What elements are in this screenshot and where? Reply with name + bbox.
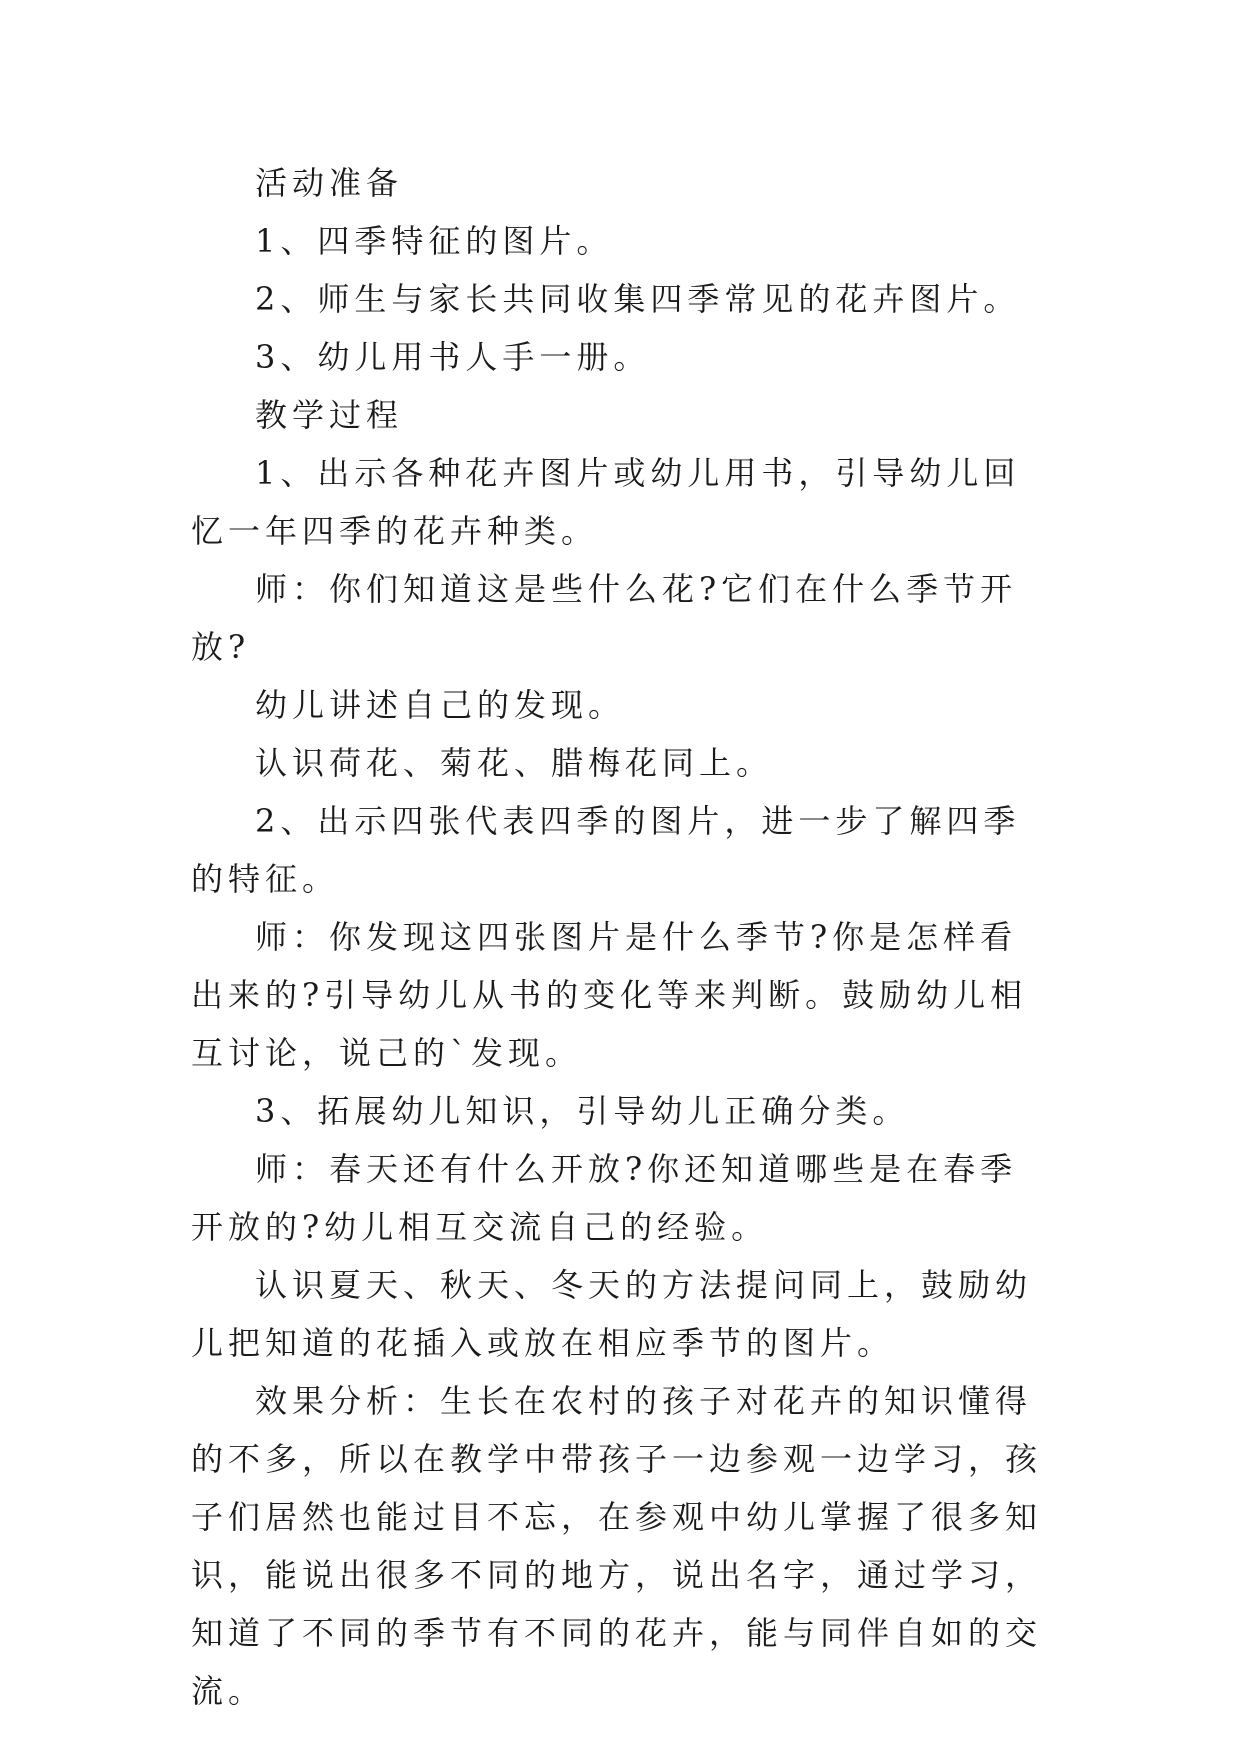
paragraph: 2、师生与家长共同收集四季常见的花卉图片。 — [255, 280, 1021, 318]
paragraph-effect-analysis: 效果分析：生长在农村的孩子对花卉的知识懂得的不多，所以在教学中带孩子一边参观一边学习，孩子们居然也能过目不忘，在参观中幼儿掌握了很多知识，能说出很多不同的地方，说出名字，通过学习，知道了不同的季节有不同的花卉，能与同伴自如的交流。 — [191, 1382, 1043, 1710]
paragraph: 幼儿讲述自己的发现。 — [255, 686, 626, 724]
paragraph: 1、四季特征的图片。 — [255, 222, 614, 260]
paragraph: 认识夏天、秋天、冬天的方法提问同上，鼓励幼儿把知道的花插入或放在相应季节的图片。 — [191, 1266, 1033, 1362]
paragraph: 师：你们知道这是些什么花?它们在什么季节开放? — [191, 570, 1018, 666]
paragraph: 2、出示四张代表四季的图片，进一步了解四季的特征。 — [191, 802, 1021, 898]
heading-activity-preparation: 活动准备 — [255, 164, 404, 202]
paragraph: 1、出示各种花卉图片或幼儿用书，引导幼儿回忆一年四季的花卉种类。 — [191, 454, 1021, 550]
paragraph: 师：你发现这四张图片是什么季节?你是怎样看出来的?引导幼儿从书的变化等来判断。鼓励幼儿相互讨论，说己的`发现。 — [191, 918, 1028, 1072]
paragraph: 师：春天还有什么开放?你还知道哪些是在春季开放的?幼儿相互交流自己的经验。 — [191, 1150, 1018, 1246]
paragraph: 3、幼儿用书人手一册。 — [255, 338, 651, 376]
paragraph: 认识荷花、菊花、腊梅花同上。 — [255, 744, 774, 782]
heading-teaching-process: 教学过程 — [255, 396, 404, 434]
document-body — [191, 154, 1051, 1720]
paragraph: 3、拓展幼儿知识，引导幼儿正确分类。 — [255, 1092, 910, 1130]
